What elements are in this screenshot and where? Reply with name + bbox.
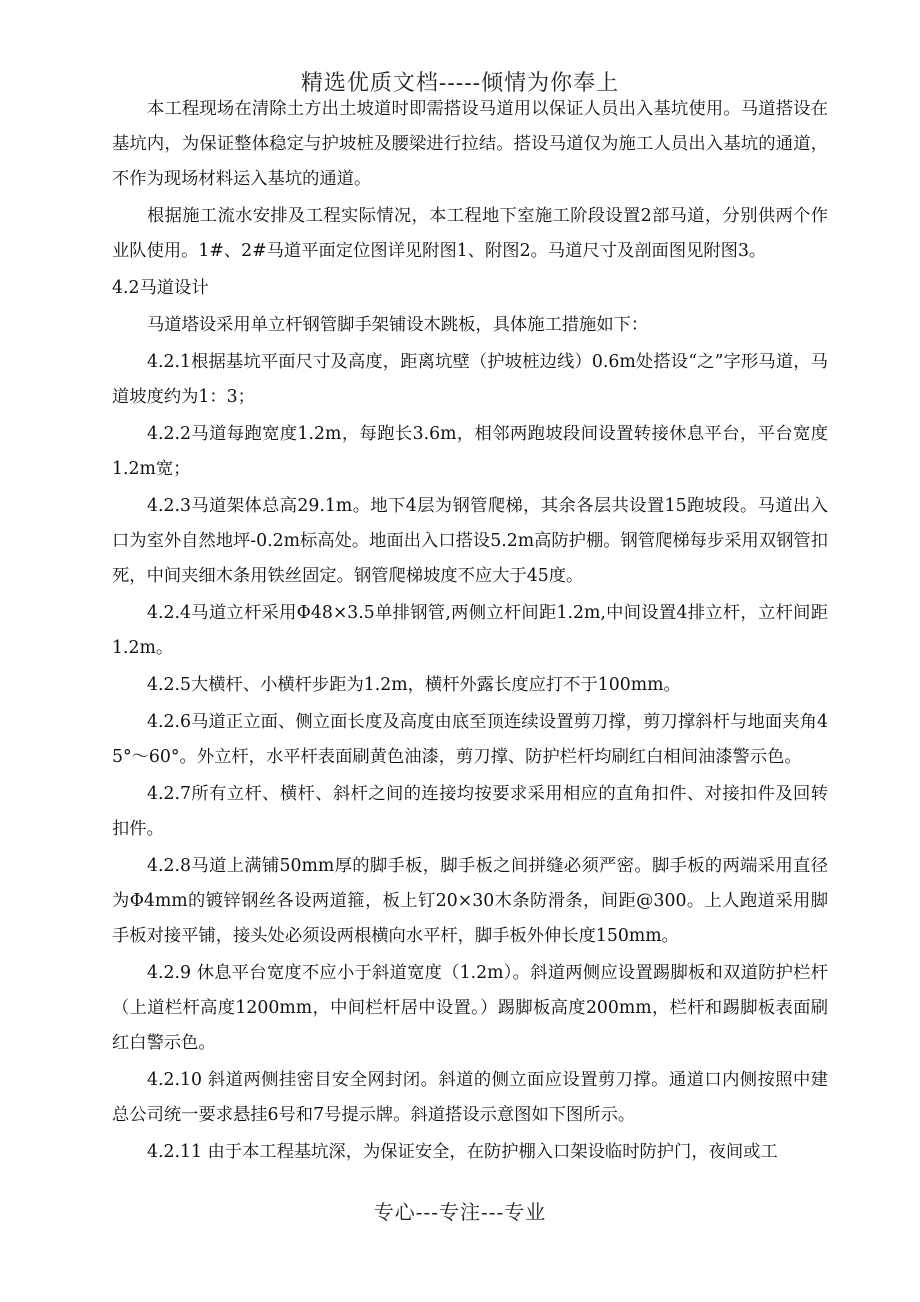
paragraph: 根据施工流水安排及工程实际情况，本工程地下室施工阶段设置2部马道，分别供两个作业队使用。1#、2#马道平面定位图详见附图1、附图2。马道尺寸及剖面图见附图3。 <box>112 206 828 261</box>
paragraph: 4.2.3马道架体总高29.1m。地下4层为钢管爬梯，其余各层共设置15跑坡段。马道出入口为室外自然地坪-0.2m标高处。地面出入口搭设5.2m高防护棚。钢管爬梯每步采用双钢管扣死，中间夹细木条用铁丝固定。钢管爬梯坡度不应大于45度。 <box>112 496 828 586</box>
section-heading: 4.2马道设计 <box>112 278 209 298</box>
paragraph: 马道塔设采用单立杆钢管脚手架铺设木跳板，具体施工措施如下： <box>147 315 649 335</box>
paragraph: 本工程现场在清除土方出土坡道时即需搭设马道用以保证人员出入基坑使用。马道搭设在基坑内，为保证整体稳定与护坡桩及腰梁进行拉结。搭设马道仅为施工人员出入基坑的通道，不作为现场材料运入基坑的通道。 <box>112 99 828 189</box>
paragraph: 4.2.2马道每跑宽度1.2m，每跑长3.6m，相邻两跑坡段间设置转接休息平台，平台宽度1.2m宽； <box>112 424 828 479</box>
paragraph: 4.2.8马道上满铺50mm厚的脚手板，脚手板之间拼缝必须严密。脚手板的两端采用直径为Φ4mm的镀锌钢丝各设两道箍，板上钉20×30木条防滑条，间距@300。上人跑道采用脚手板对接平铺，接头处必须设两根横向水平杆，脚手板外伸长度150mm。 <box>112 856 828 946</box>
paragraph: 4.2.4马道立杆采用Φ48×3.5单排钢管,两侧立杆间距1.2m,中间设置4排立杆，立杆间距1.2m。 <box>112 603 828 658</box>
paragraph: 4.2.9 休息平台宽度不应小于斜道宽度（1.2m）。斜道两侧应设置踢脚板和双道防护栏杆（上道栏杆高度1200mm，中间栏杆居中设置。）踢脚板高度200mm，栏杆和踢脚板表面刷红白警示色。 <box>112 963 828 1053</box>
paragraph: 4.2.6马道正立面、侧立面长度及高度由底至顶连续设置剪刀撑，剪刀撑斜杆与地面夹角45°～60°。外立杆，水平杆表面刷黄色油漆，剪刀撑、防护栏杆均刷红白相间油漆警示色。 <box>112 712 828 767</box>
paragraph: 4.2.10 斜道两侧挂密目安全网封闭。斜道的侧立面应设置剪刀撑。通道口内侧按照中建总公司统一要求悬挂6号和7号提示牌。斜道搭设示意图如下图所示。 <box>112 1070 828 1125</box>
page-footer: 专心---专注---专业 <box>373 1200 547 1224</box>
paragraph: 4.2.7所有立杆、横杆、斜杆之间的连接均按要求采用相应的直角扣件、对接扣件及回转扣件。 <box>112 784 828 839</box>
paragraph: 4.2.11 由于本工程基坑深，为保证安全，在防护棚入口架设临时防护门，夜间或工 <box>147 1142 778 1162</box>
document-body <box>112 92 828 1172</box>
paragraph: 4.2.5大横杆、小横杆步距为1.2m，横杆外露长度应打不于100mm。 <box>147 675 681 695</box>
page-header: 精选优质文档-----倾情为你奉上 <box>300 71 620 96</box>
paragraph: 4.2.1根据基坑平面尺寸及高度，距离坑壁（护坡桩边线）0.6m处搭设“之”字形马道，马道坡度约为1：3； <box>112 352 828 407</box>
